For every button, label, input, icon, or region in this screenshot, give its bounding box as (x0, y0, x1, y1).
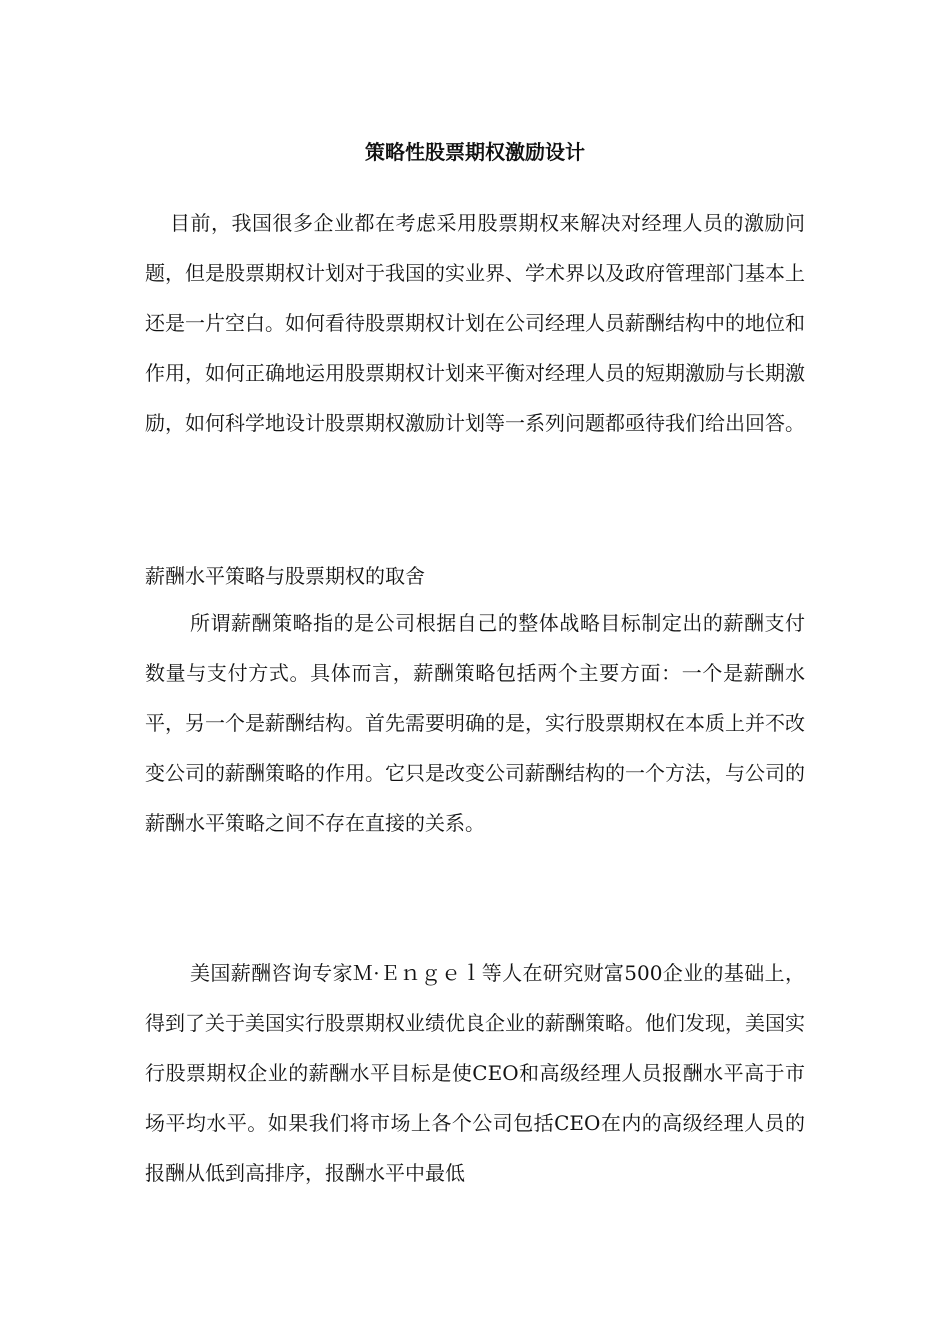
section-heading: 薪酬水平策略与股票期权的取舍 (145, 564, 425, 588)
document-title: 策略性股票期权激励设计 (365, 140, 585, 164)
intro-paragraph: 目前，我国很多企业都在考虑采用股票期权来解决对经理人员的激励问题，但是股票期权计划对于我国的实业界、学术界以及政府管理部门基本上还是一片空白。如何看待股票期权计划在公司经理人员薪酬结构中的地位和作用，如何正确地运用股票期权计划来平衡对经理人员的短期激励与长期激励，如何科学地设计股票期权激励计划等一系列问题都亟待我们给出回答。 (145, 211, 805, 435)
section-paragraph-1: 所谓薪酬策略指的是公司根据自己的整体战略目标制定出的薪酬支付数量与支付方式。具体而言，薪酬策略包括两个主要方面：一个是薪酬水平，另一个是薪酬结构。首先需要明确的是，实行股票期权在本质上并不改变公司的薪酬策略的作用。它只是改变公司薪酬结构的一个方法，与公司的薪酬水平策略之间不存在直接的关系。 (145, 611, 805, 835)
section-paragraph-2: 美国薪酬咨询专家Ｍ·Ｅｎｇｅｌ等人在研究财富500企业的基础上，得到了关于美国实行股票期权业绩优良企业的薪酬策略。他们发现，美国实行股票期权企业的薪酬水平目标是使CEO和高级经理人员报酬水平高于市场平均水平。如果我们将市场上各个公司包括CEO在内的高级经理人员的报酬从低到高排序，报酬水平中最低 (145, 961, 805, 1185)
